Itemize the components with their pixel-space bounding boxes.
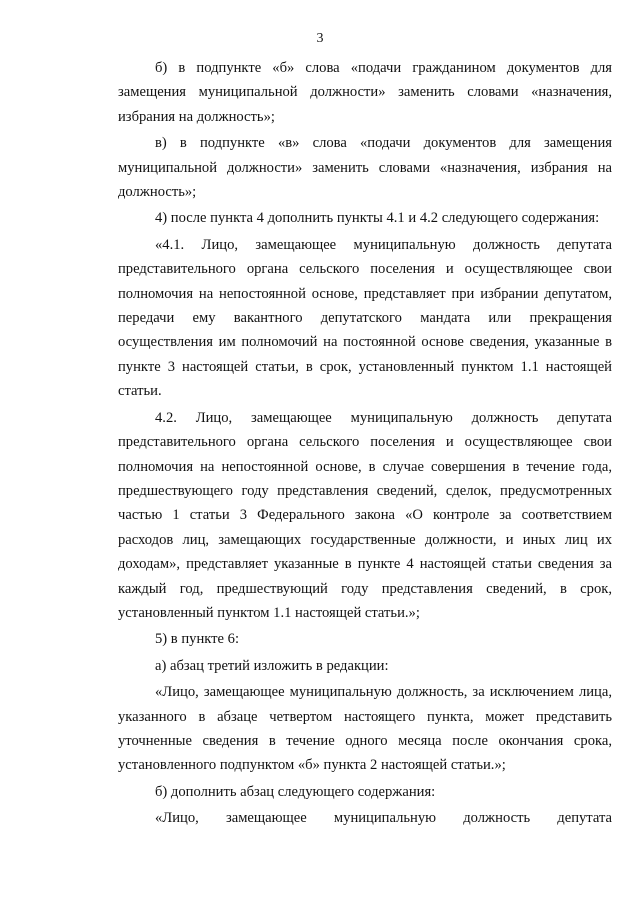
paragraph-4-2: 4.2. Лицо, замещающее муниципальную должность депутата представительного органа сельского поселения и осуществляющее свои полномочия на непостоянной основе, в случае совершения в течение года, предшествующего году представления сведений, сделок, предусмотренных частью 1 статьи 3 Федерального закона «О контроле за соответствием расходов лиц, замещающих государственные должности, и иных лиц их доходам», представляет указанные в пункте 4 настоящей статьи сведения за каждый год, предшествующий году представления сведений, в срок, установленный пунктом 1.1 настоящей статьи.»;: [118, 409, 612, 621]
paragraph-subitem-v: в) в подпункте «в» слова «подачи документов для замещения муниципальной должности» заменить словами «назначения, избрания на должность»;: [118, 135, 612, 201]
page-number: 3: [316, 31, 324, 46]
paragraph-subitem-b-add: б) дополнить абзац следующего содержания:: [155, 783, 436, 800]
paragraph-subitem-a: а) абзац третий изложить в редакции:: [155, 657, 389, 674]
document-body: [118, 56, 612, 833]
paragraph-subitem-b: б) в подпункте «б» слова «подачи гражданином документов для замещения муниципальной должности» заменить словами «назначения, избрания на должность»;: [118, 60, 612, 125]
paragraph-quoted-amendment: «Лицо, замещающее муниципальную должность, за исключением лица, указанного в абзаце четвертом настоящего пункта, может представить уточненные сведения в течение одного месяца после окончания срока, установленного подпунктом «б» пункта 2 настоящей статьи.»;: [118, 684, 612, 774]
paragraph-continued: «Лицо, замещающее муниципальную должность депутата: [155, 810, 612, 827]
paragraph-4-1: «4.1. Лицо, замещающее муниципальную должность депутата представительного органа сельского поселения и осуществляющее свои полномочия на непостоянной основе, представляет при избрании депутатом, передачи ему вакантного депутатского мандата или прекращения осуществления им полномочий на постоянной основе сведения, указанные в пункте 3 настоящей статьи, в срок, установленный пунктом 1.1 настоящей статьи.: [118, 236, 612, 400]
paragraph-item-5: 5) в пункте 6:: [155, 631, 240, 648]
paragraph-item-4: 4) после пункта 4 дополнить пункты 4.1 и 4.2 следующего содержания:: [155, 210, 600, 227]
